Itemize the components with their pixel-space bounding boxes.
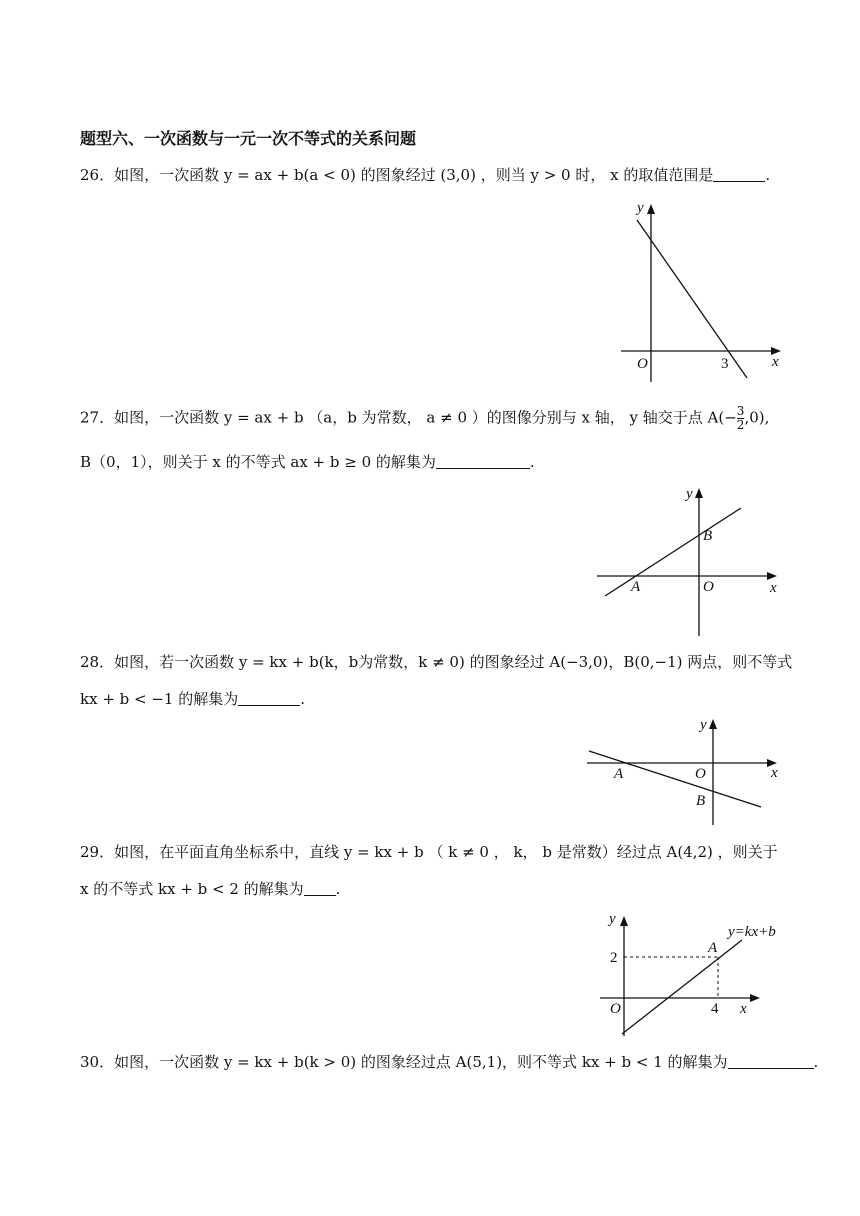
question-28-line-2 <box>80 689 305 709</box>
question-30-text: 30．如图，一次函数 y = kx + b(k > 0) 的图象经过点 A(5,1)，则不等式 kx + b < 1 的解集为 <box>80 1053 728 1071</box>
question-29-line-2 <box>80 879 340 899</box>
x-axis-label: x <box>770 580 777 596</box>
y-axis-arrow <box>647 204 655 214</box>
function-line <box>605 508 741 596</box>
function-line <box>622 940 742 1034</box>
question-28-text-2: kx + b < −1 的解集为 <box>80 690 239 708</box>
y-axis-arrow <box>709 719 717 729</box>
question-29-text-2: x 的不等式 kx + b < 2 的解集为 <box>80 880 304 898</box>
section-title: 题型六、一次函数与一元一次不等式的关系问题 <box>80 129 417 148</box>
y-axis-label: y <box>686 486 693 502</box>
origin-label: O <box>637 356 648 372</box>
answer-blank-26[interactable] <box>713 165 765 182</box>
x-axis-arrow <box>750 994 760 1002</box>
question-28-text-1: 28．如图，若一次函数 y = kx + b(k，b为常数，k ≠ 0) 的图象经过 A(−3,0)，B(0,−1) 两点，则不等式 <box>80 653 793 671</box>
origin-label: O <box>610 1001 621 1017</box>
graph-26 <box>615 196 790 386</box>
question-26 <box>80 165 770 185</box>
origin-label: O <box>703 579 714 595</box>
graph-27 <box>595 484 785 639</box>
y-axis-arrow <box>620 916 628 926</box>
graph-28 <box>585 715 785 827</box>
fraction-denominator: 2 <box>736 418 745 432</box>
y-axis-label: y <box>637 200 644 216</box>
y-axis-label: y <box>609 911 616 927</box>
question-27-text-1: 27．如图，一次函数 y = ax + b （a，b 为常数， a ≠ 0 ）的图像分别与 x 轴， y 轴交于点 A <box>80 408 719 427</box>
point-b-label: B <box>703 528 713 544</box>
point-a-label: A <box>631 579 641 595</box>
y-axis-arrow <box>695 488 703 498</box>
question-30 <box>80 1052 818 1072</box>
y-axis-label: y <box>700 717 707 733</box>
question-27-line-2 <box>80 452 535 472</box>
answer-blank-29[interactable] <box>304 879 336 896</box>
tick-2-label: 2 <box>610 950 618 966</box>
question-30-end: . <box>813 1053 819 1071</box>
line-equation-label: y=kx+b <box>728 924 776 940</box>
answer-blank-28[interactable] <box>238 689 300 706</box>
point-a-prefix: (− <box>718 408 737 427</box>
question-27-end: . <box>529 453 535 471</box>
tick-3-label: 3 <box>721 356 729 372</box>
fraction-numerator: 3 <box>736 404 745 418</box>
x-axis-label: x <box>771 765 778 781</box>
point-a-suffix: ,0), <box>744 408 770 427</box>
question-29-end: . <box>335 880 341 898</box>
function-line <box>637 220 747 378</box>
question-28-end: . <box>300 690 306 708</box>
point-a-label: A <box>708 940 718 956</box>
question-26-end: . <box>765 166 771 184</box>
x-axis-label: x <box>772 354 779 370</box>
question-27-text-2: B（0，1），则关于 x 的不等式 ax + b ≥ 0 的解集为 <box>80 453 436 471</box>
point-a-label: A <box>614 766 624 782</box>
question-29-line-1 <box>80 842 778 862</box>
origin-label: O <box>695 766 706 782</box>
x-axis-arrow <box>767 572 777 580</box>
answer-blank-27[interactable] <box>436 452 530 469</box>
question-28-line-1 <box>80 652 792 672</box>
question-27-line-1 <box>80 405 769 432</box>
answer-blank-30[interactable] <box>728 1052 814 1069</box>
graph-29 <box>598 906 790 1038</box>
tick-4-label: 4 <box>711 1001 719 1017</box>
question-29-text-1: 29．如图，在平面直角坐标系中，直线 y = kx + b （ k ≠ 0 ， k， b 是常数）经过点 A(4,2) ，则关于 <box>80 843 778 861</box>
x-axis-label: x <box>740 1001 747 1017</box>
question-26-text: 26．如图，一次函数 y = ax + b(a < 0) 的图象经过 (3,0) ，则当 y > 0 时， x 的取值范围是 <box>80 166 714 184</box>
point-b-label: B <box>696 793 706 809</box>
